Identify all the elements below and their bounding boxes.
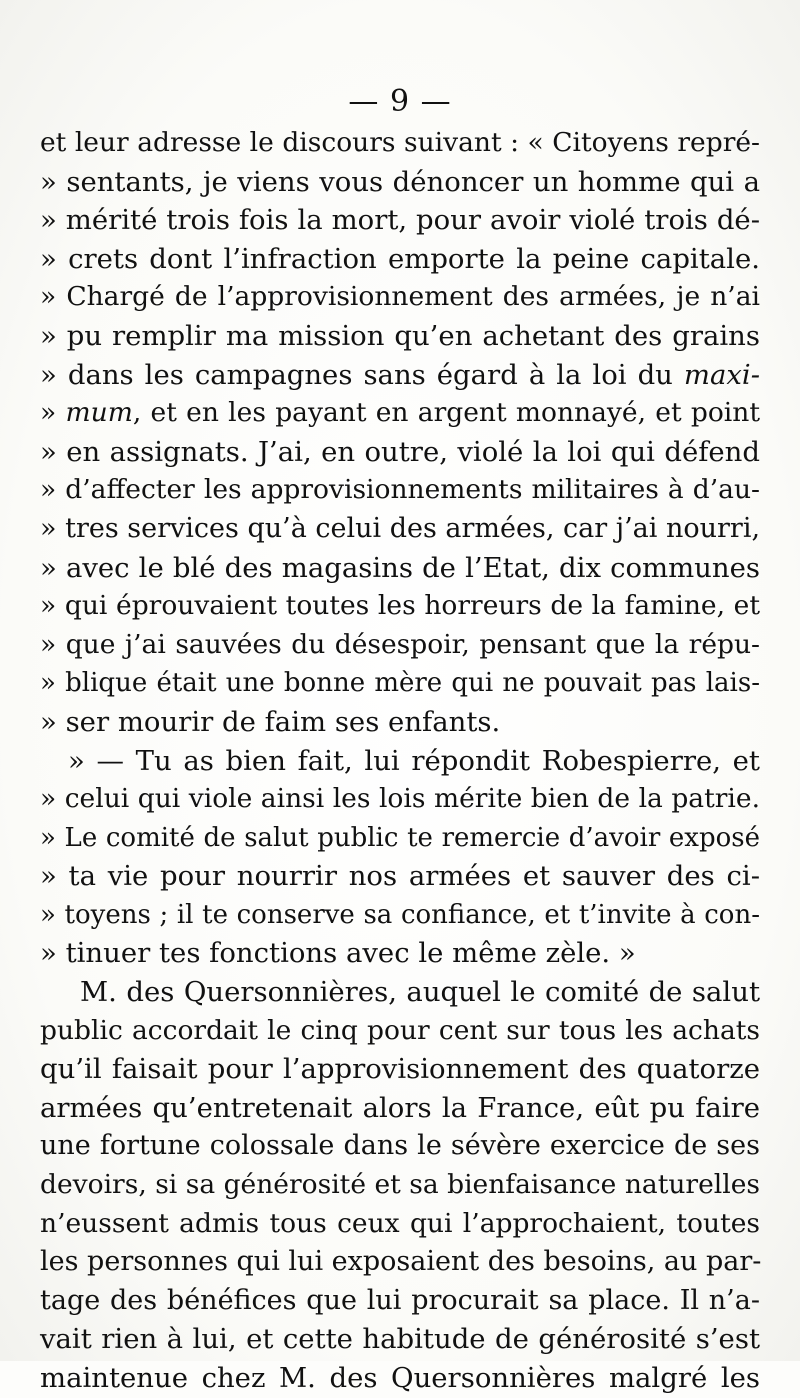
text-line: armées qu’entretenait alors la France, eût pu faire xyxy=(40,1091,760,1124)
text-line: » Le comité de salut public te remercie d’avoir exposé xyxy=(40,822,760,853)
text-line: maintenue chez M. des Quersonnières malgré les xyxy=(40,1362,760,1394)
text-line-with-italic xyxy=(40,394,760,433)
text-line: » pu remplir ma mission qu’en achetant des grains xyxy=(40,319,760,352)
body-text xyxy=(40,124,760,1398)
text-line: » que j’ai sauvées du désespoir, pensant que la répu- xyxy=(40,628,760,660)
italic-word: mum xyxy=(65,397,133,429)
text-line: » — Tu as bien fait, lui répondit Robespierre, et xyxy=(68,744,760,777)
text-line: » Chargé de l’approvisionnement des armées, je n’ai xyxy=(40,281,760,313)
text-line: tage des bénéfices que lui procurait sa place. Il n’a- xyxy=(40,1284,760,1316)
text-line: » ta vie pour nourrir nos armées et sauver des ci- xyxy=(40,860,760,893)
text-line: » en assignats. J’ai, en outre, violé la loi qui défend xyxy=(40,435,760,468)
text-line: » crets dont l’infraction emporte la peine capitale. xyxy=(40,242,760,275)
text-line-part: » dans les campagnes sans égard à la loi du maxi- xyxy=(40,358,760,391)
text-line: » ser mourir de faim ses enfants. xyxy=(40,705,501,738)
text-line: » blique était une bonne mère qui ne pouvait pas lais- xyxy=(40,668,760,699)
paragraph-start-line: M. des Quersonnières, auquel le comité de salut xyxy=(80,976,760,1009)
text-line: » tinuer tes fonctions avec le même zèle. » xyxy=(40,937,636,970)
text-line: » toyens ; il te conserve sa confiance, et t’invite à con- xyxy=(40,899,760,930)
text-line: les personnes qui lui exposaient des besoins, au par- xyxy=(40,1246,762,1278)
text-line: » avec le blé des magasins de l’Etat, dix communes xyxy=(40,551,760,584)
text-line: » sentants, je viens vous dénoncer un homme qui a xyxy=(40,165,760,198)
page-number: — 9 — xyxy=(348,84,452,119)
text-line: » qui éprouvaient toutes les horreurs de la famine, et xyxy=(40,590,760,622)
text-line: » mérité trois fois la mort, pour avoir violé trois dé- xyxy=(40,204,760,237)
italic-word: maxi- xyxy=(683,358,760,391)
text-line: et leur adresse le discours suivant : « Citoyens repré- xyxy=(40,127,760,158)
text-line: devoirs, si sa générosité et sa bienfaisance naturelles xyxy=(40,1169,760,1201)
text-line-with-italic xyxy=(40,356,760,395)
text-line: » celui qui viole ainsi les lois mérite bien de la patrie. xyxy=(40,783,760,815)
text-line: public accordait le cinq pour cent sur tous les achats xyxy=(40,1014,760,1046)
text-line: qu’il faisait pour l’approvisionnement des quatorze xyxy=(40,1053,760,1086)
text-line: » d’affecter les approvisionnements militaires à d’au- xyxy=(40,474,760,506)
text-line: vait rien à lui, et cette habitude de générosité s’est xyxy=(40,1323,760,1356)
text-line: une fortune colossale dans le sévère exercice de ses xyxy=(40,1130,760,1162)
text-line-part: » mum, et en les payant en argent monnayé, et point xyxy=(40,397,760,429)
text-line: » tres services qu’à celui des armées, car j’ai nourri, xyxy=(40,512,761,544)
text-line: n’eussent admis tous ceux qui l’approchaient, toutes xyxy=(40,1207,760,1239)
